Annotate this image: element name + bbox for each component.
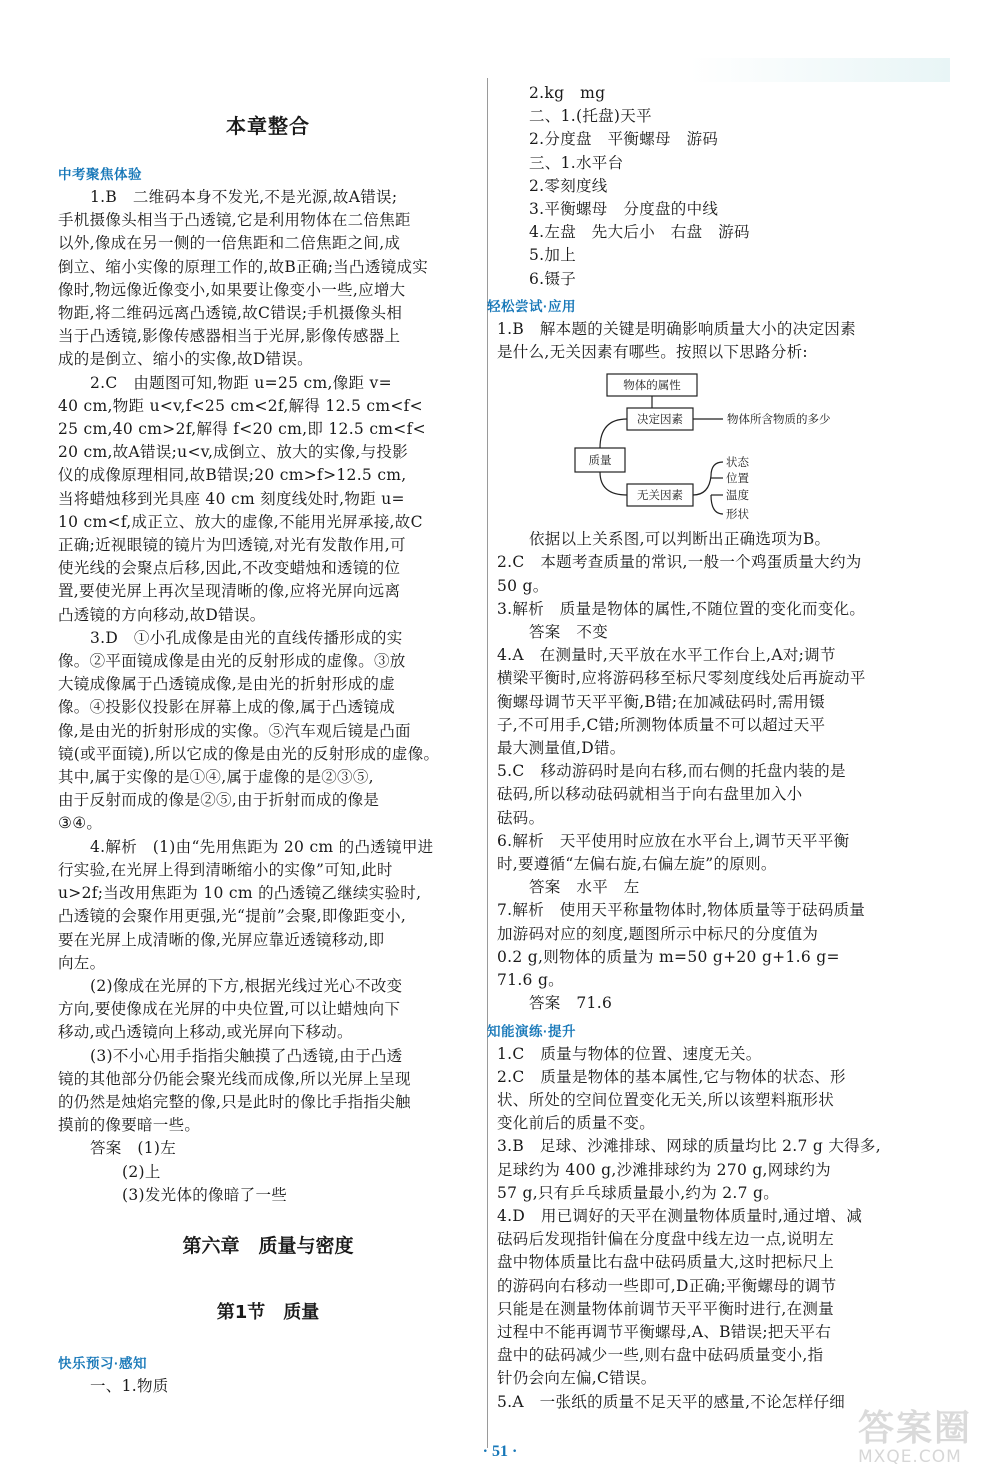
text-line: 时,要遵循“左偏右旋,右偏左旋”的原则。 — [497, 855, 777, 874]
mass-to-irrelevant — [600, 472, 627, 495]
text-line: 置,要使光屏上再次呈现清晰的像,应将光屏向远离 — [58, 582, 401, 601]
text-line: 5.C 移动游码时是向右移,而右侧的托盘内装的是 — [497, 762, 846, 781]
text-line: 手机摄像头相当于凸透镜,它是利用物体在二倍焦距 — [58, 211, 411, 230]
section-title: 第1节 质量 — [216, 1301, 320, 1323]
text-line: 2.C 质量是物体的基本属性,它与物体的状态、形 — [497, 1067, 846, 1086]
text-line: 4.解析 (1)由“先用焦距为 20 cm 的凸透镜甲进 — [90, 837, 434, 856]
text-line: 6.镊子 — [529, 269, 576, 288]
text-line: 凸透镜的会聚作用更强,光“提前”会聚,即像距变小, — [58, 907, 407, 926]
text-line: 变化前后的质量不变。 — [497, 1114, 656, 1133]
text-line: 像,是由光的折射形成的实像。⑤汽车观后镜是凸面 — [58, 721, 411, 740]
text-line: 2.C 本题考查质量的常识,一般一个鸡蛋质量大约为 — [497, 553, 862, 572]
text-line: 3.D ①小孔成像是由光的直线传播形成的实 — [90, 628, 403, 647]
text-line: 只能是在测量物体前调节天平平衡时进行,在测量 — [497, 1299, 835, 1318]
text-line: 镜(或平面镜),所以它成的像是由光的反射形成的虚像。 — [58, 744, 440, 763]
irrelevant-label: 无关因素 — [637, 488, 683, 503]
section-tag-try: 轻松尝试·应用 — [487, 298, 576, 314]
text-line: 要在光屏上成清晰的像,光屏应靠近透镜移动,即 — [58, 930, 385, 949]
text-line: 答案 (1)左 — [90, 1139, 177, 1158]
text-line: u>2f;当改用焦距为 10 cm 的凸透镜乙继续实验时, — [58, 884, 422, 903]
section-tag-practice: 知能演练·提升 — [487, 1023, 576, 1039]
text-line: 盘中的砝码减少一些,则右盘中砝码质量变小,指 — [497, 1346, 824, 1365]
text-line: 是什么,无关因素有哪些。按照以下思路分析: — [497, 343, 808, 362]
text-line: 25 cm,40 cm>2f,解得 f<20 cm,即 12.5 cm<f< — [58, 420, 426, 439]
decisive-note: 物体所含物质的多少 — [727, 412, 831, 427]
text-line: 的游码向右移动一些即可,D正确;平衡螺母的调节 — [497, 1276, 837, 1295]
text-line: 方向,要使像成在光屏的中央位置,可以让蜡烛向下 — [58, 1000, 401, 1019]
text-line: 1.B 解本题的关键是明确影响质量大小的决定因素 — [497, 319, 856, 338]
text-line: 4.D 用已调好的天平在测量物体质量时,通过增、减 — [497, 1206, 863, 1225]
text-line: 依据以上关系图,可以判断出正确选项为B。 — [529, 530, 831, 549]
section-tag-exam: 中考聚焦体验 — [58, 167, 142, 182]
text-line: 像。④投影仪投影在屏幕上成的像,属于凸透镜成 — [58, 698, 396, 717]
right-try-block-b — [497, 528, 922, 1015]
factor-shape: 形状 — [726, 507, 749, 522]
text-line: 当将蜡烛移到光具座 40 cm 刻度线处时,物距 u= — [58, 489, 405, 508]
text-line: 二、1.(托盘)天平 — [529, 107, 652, 126]
section-tag-preview: 快乐预习·感知 — [58, 1355, 147, 1371]
text-line: 向左。 — [58, 953, 106, 972]
text-line: 答案 水平 左 — [529, 878, 640, 897]
right-try-block-a — [497, 318, 922, 364]
text-line: 行实验,在光屏上得到清晰缩小的实像”可知,此时 — [58, 860, 393, 879]
text-line: 镜的其他部分仍能会聚光线而成像,所以光屏上呈现 — [58, 1069, 411, 1088]
text-line: 砝码,所以移动砝码就相当于向右盘里加入小 — [497, 785, 803, 804]
text-line: 3.平衡螺母 分度盘的中线 — [529, 200, 719, 219]
text-line: 由于反射而成的像是②⑤,由于折射而成的像是 — [58, 791, 380, 810]
text-line: 砝码。 — [497, 808, 545, 827]
text-line: 1.B 二维码本身不发光,不是光源,故A错误; — [90, 188, 398, 206]
text-line: 足球约为 400 g,沙滩排球约为 270 g,网球约为 — [497, 1160, 831, 1179]
left-answers-block — [58, 186, 478, 1207]
text-line: 当于凸透镜,影像传感器相当于光屏,影像传感器上 — [58, 327, 401, 346]
text-line: (3)不小心用手指指尖触摸了凸透镜,由于凸透 — [90, 1046, 403, 1065]
text-line: 仪的成像原理相同,故B错误;20 cm>f>12.5 cm, — [58, 466, 407, 485]
page-number: · 51 · — [482, 1443, 518, 1460]
text-line: 其中,属于实像的是①④,属于虚像的是②③⑤, — [58, 768, 374, 787]
watermark-logo: 答案圈 — [858, 1408, 973, 1449]
text-line: (3)发光体的像暗了一些 — [122, 1185, 288, 1204]
text-line: 衡螺母调节天平平衡,B错;在加减砝码时,需用镊 — [497, 692, 825, 711]
watermark-url: MXQE.COM — [858, 1447, 962, 1467]
text-line: 盘中物体质量比右盘中砝码质量大,这时把标尺上 — [497, 1253, 835, 1272]
text-line: 物距,将二维码远离凸透镜,故C错误;手机摄像头相 — [58, 304, 403, 323]
text-line: 最大测量值,D错。 — [497, 739, 626, 758]
text-line: 倒立、缩小实像的原理工作的,故B正确;当凸透镜成实 — [58, 257, 429, 276]
text-line: 砝码后发现指针偏在分度盘中线左边一点,说明左 — [497, 1230, 835, 1249]
text-line: 40 cm,物距 u<v,f<25 cm<2f,解得 12.5 cm<f< — [58, 396, 423, 415]
left-preview-block — [58, 1375, 478, 1398]
text-line: 大镜成像属于凸透镜成像,是由光的折射形成的虚 — [58, 675, 396, 694]
text-line: 摸前的像要暗一些。 — [58, 1116, 201, 1135]
factor-position: 位置 — [726, 471, 749, 486]
attribute-label: 物体的属性 — [623, 378, 681, 393]
text-line: 以外,像成在另一侧的一倍焦距和二倍焦距之间,成 — [58, 234, 401, 253]
text-line: 5.加上 — [529, 246, 576, 265]
text-line: (2)上 — [122, 1162, 161, 1181]
chapter-title: 第六章 质量与密度 — [182, 1234, 354, 1257]
text-line: 横梁平衡时,应将游码移至标尺零刻度线处后再旋动平 — [497, 669, 866, 688]
text-line: 子,不可用手,C错;所测物体质量不可以超过天平 — [497, 715, 826, 734]
text-line: 的仍然是烛焰完整的像,只是此时的像比手指指尖触 — [58, 1092, 411, 1111]
mass-concept-diagram — [497, 366, 922, 524]
text-line: ③④。 — [58, 814, 103, 833]
text-line: 2.kg mg — [529, 84, 606, 102]
text-line: 4.A 在测量时,天平放在水平工作台上,A对;调节 — [497, 646, 836, 665]
text-line: 使光线的会聚点后移,因此,不改变蜡烛和透镜的位 — [58, 559, 401, 578]
text-line: (2)像成在光屏的下方,根据光线过光心不改变 — [90, 976, 403, 995]
text-line: 57 g,只有乒乓球质量最小,约为 2.7 g。 — [497, 1183, 780, 1202]
text-line: 20 cm,故A错误;u<v,成倒立、放大的实像,与投影 — [58, 443, 409, 462]
text-line: 3.B 足球、沙滩排球、网球的质量均比 2.7 g 大得多, — [497, 1137, 881, 1156]
text-line: 加游码对应的刻度,题图所示中标尺的分度值为 — [497, 924, 819, 943]
mass-to-decisive — [600, 419, 627, 448]
text-line: 像时,物远像近像变小,如果要让像变小一些,应增大 — [58, 280, 406, 299]
factor-state: 状态 — [726, 455, 749, 470]
top-band — [690, 58, 950, 82]
factor-temperature: 温度 — [726, 488, 749, 503]
text-line: 2.C 由题图可知,物距 u=25 cm,像距 v= — [90, 373, 392, 392]
text-line: 10 cm<f,成正立、放大的虚像,不能用光屏承接,故C — [58, 512, 423, 531]
decisive-label: 决定因素 — [637, 412, 683, 427]
text-line: 针仍会向左偏,C错误。 — [497, 1369, 657, 1388]
diagram-svg — [497, 366, 922, 524]
text-line: 2.分度盘 平衡螺母 游码 — [529, 130, 719, 149]
text-line: 50 g。 — [497, 576, 549, 595]
text-line: 状、所处的空间位置变化无关,所以该塑料瓶形状 — [497, 1090, 835, 1109]
text-line: 7.解析 使用天平称量物体时,物体质量等于砝码质量 — [497, 901, 866, 920]
mass-label: 质量 — [588, 453, 612, 468]
column-divider — [487, 78, 488, 1448]
brace-bottom — [711, 495, 723, 514]
text-line: 答案 不变 — [529, 623, 609, 642]
right-fill-answers — [497, 82, 922, 291]
text-line: 凸透镜的方向移动,故D错误。 — [58, 605, 266, 624]
text-line: 71.6 g。 — [497, 971, 564, 990]
text-line: 3.解析 质量是物体的属性,不随位置的变化而变化。 — [497, 599, 866, 618]
right-column — [487, 82, 922, 1414]
text-line: 成的是倒立、缩小的实像,故D错误。 — [58, 350, 313, 369]
text-line: 像。②平面镜成像是由光的反射形成的虚像。③放 — [58, 652, 406, 671]
watermark — [858, 1400, 1000, 1474]
text-line: 一、1.物质 — [90, 1376, 169, 1395]
left-column — [58, 82, 478, 1398]
text-line: 5.A 一张纸的质量不足天平的感量,不论怎样仔细 — [497, 1392, 846, 1411]
text-line: 4.左盘 先大后小 右盘 游码 — [529, 223, 750, 242]
text-line: 0.2 g,则物体的质量为 m=50 g+20 g+1.6 g= — [497, 947, 840, 966]
text-line: 正确;近视眼镜的镜片为凹透镜,对光有发散作用,可 — [58, 536, 406, 555]
text-line: 1.C 质量与物体的位置、速度无关。 — [497, 1044, 762, 1063]
chapter-summary-title: 本章整合 — [226, 114, 310, 138]
text-line: 移动,或凸透镜向上移动,或光屏向下移动。 — [58, 1023, 353, 1042]
text-line: 2.零刻度线 — [529, 176, 608, 195]
text-line: 6.解析 天平使用时应放在水平台上,调节天平平衡 — [497, 831, 850, 850]
text-line: 过程中不能再调节平衡螺母,A、B错误;把天平右 — [497, 1322, 832, 1341]
text-line: 三、1.水平台 — [529, 153, 624, 172]
text-line: 答案 71.6 — [529, 994, 613, 1013]
right-practice-block — [497, 1043, 922, 1414]
